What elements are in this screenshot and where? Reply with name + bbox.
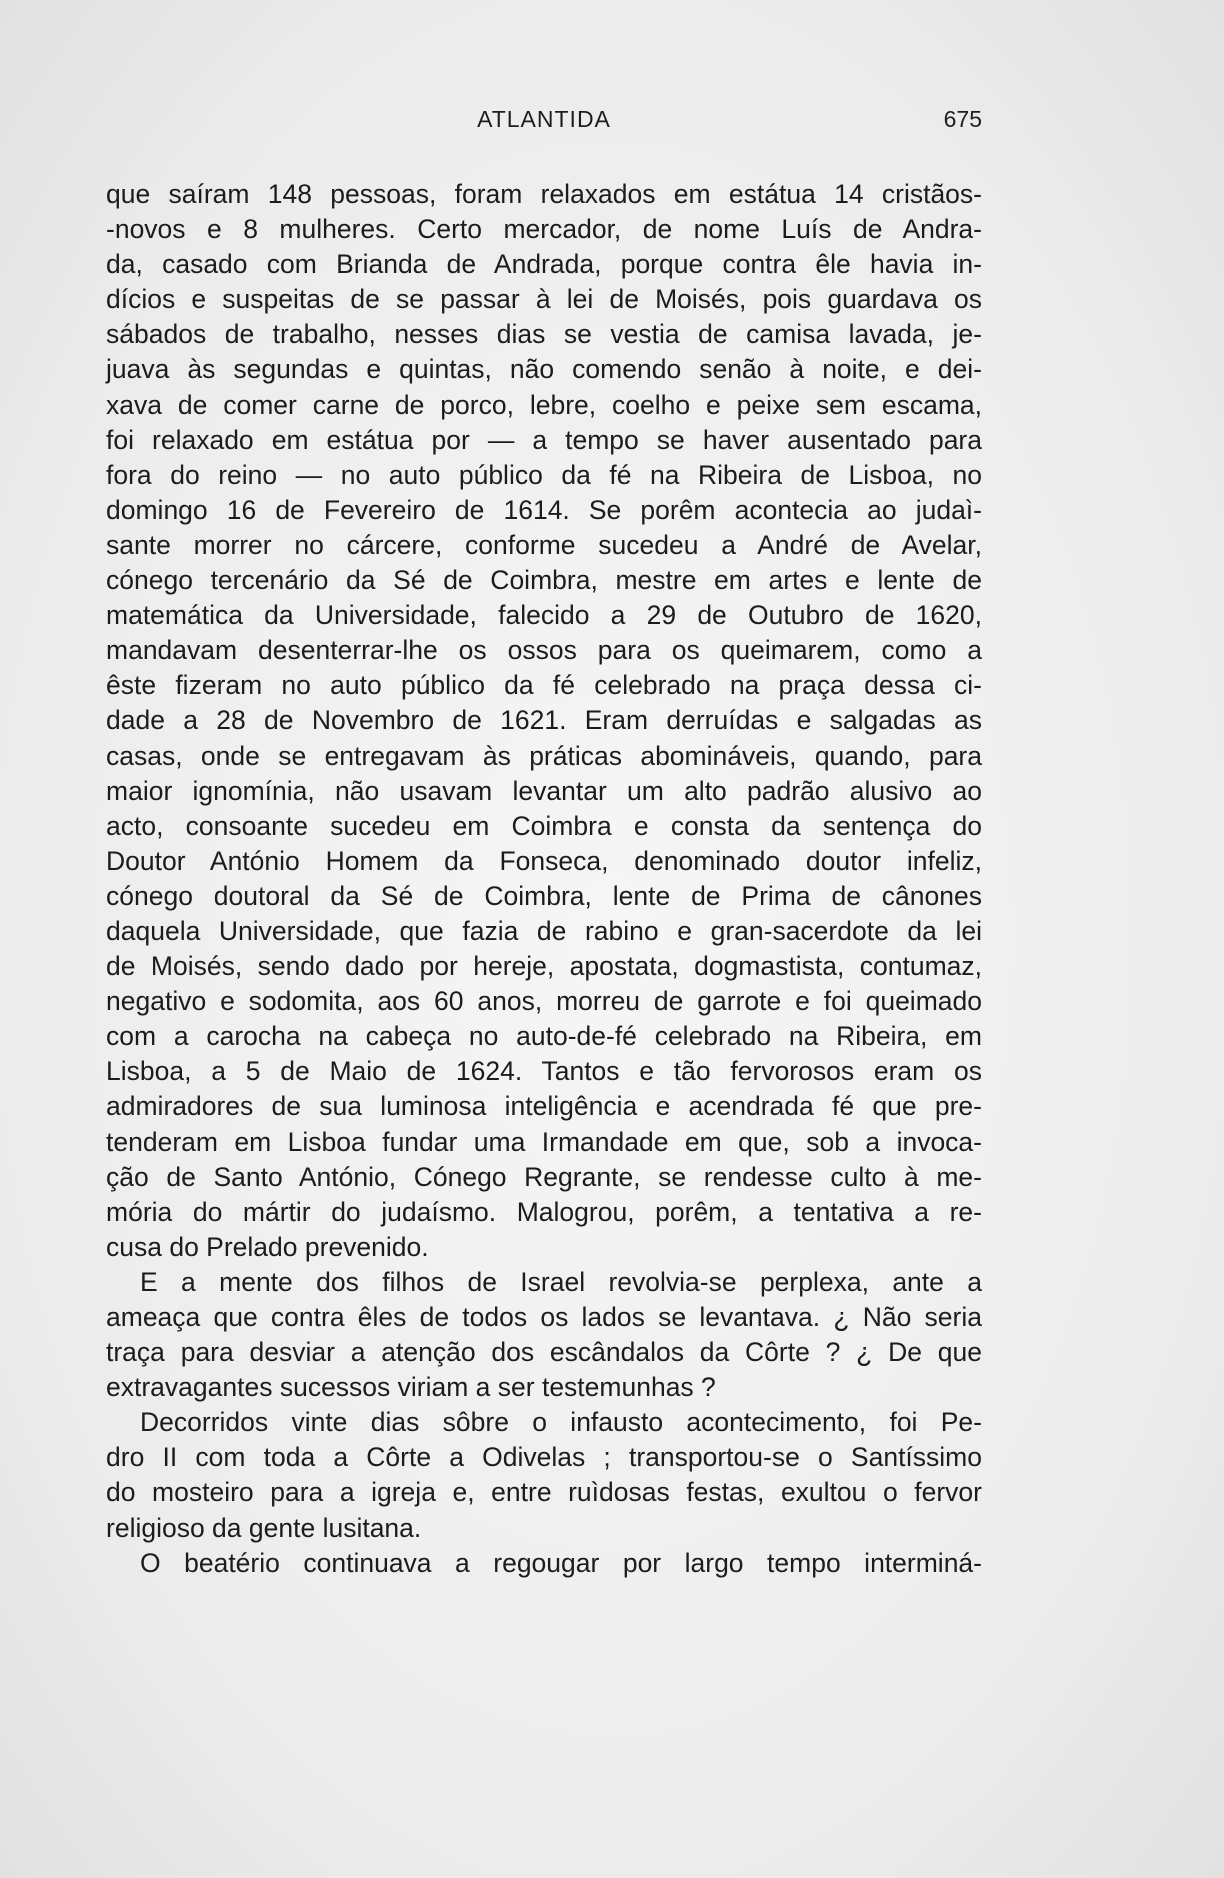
text-line: foi relaxado em estátua por — a tempo se haver ausentado para (106, 424, 982, 455)
text-line: maior ignomínia, não usavam levantar um alto padrão alusivo ao (106, 775, 982, 806)
text-line: cónego tercenário da Sé de Coimbra, mestre em artes e lente de (106, 565, 982, 596)
body-text (106, 177, 982, 1581)
text-line: Lisboa, a 5 de Maio de 1624. Tantos e tão fervorosos eram os (106, 1056, 982, 1087)
text-line: Doutor António Homem da Fonseca, denominado doutor infeliz, (106, 845, 982, 876)
text-line: -novos e 8 mulheres. Certo mercador, de nome Luís de Andra- (106, 214, 982, 245)
text-line: xava de comer carne de porco, lebre, coelho e peixe sem escama, (106, 389, 982, 420)
text-line: cónego doutoral da Sé de Coimbra, lente de Prima de cânones (106, 880, 982, 911)
text-line: ameaça que contra êles de todos os lados se levantava. ¿ Não seria (106, 1302, 982, 1332)
text-line: domingo 16 de Fevereiro de 1614. Se porêm acontecia ao judaì- (106, 494, 982, 525)
text-line: que saíram 148 pessoas, foram relaxados em estátua 14 cristãos- (106, 179, 982, 209)
text-line: mória do mártir do judaísmo. Malogrou, porêm, a tentativa a re- (106, 1196, 982, 1227)
text-line: tenderam em Lisboa fundar uma Irmandade em que, sob a invoca- (106, 1126, 982, 1157)
paragraph-start-line: O beatério continuava a regougar por largo tempo interminá- (140, 1547, 982, 1578)
text-line: acto, consoante sucedeu em Coimbra e consta da sentença do (106, 810, 982, 841)
text-line: juava às segundas e quintas, não comendo senão à noite, e dei- (106, 354, 982, 385)
text-line: traça para desviar a atenção dos escândalos da Côrte ? ¿ De que (106, 1337, 982, 1368)
running-title: ATLANTIDA (477, 106, 611, 132)
paragraph-end-line: religioso da gente lusitana. (106, 1512, 422, 1543)
page-header (106, 106, 982, 140)
text-line: ção de Santo António, Cónego Regrante, se rendesse culto à me- (106, 1161, 982, 1192)
text-line: sante morrer no cárcere, conforme sucedeu a André de Avelar, (106, 529, 982, 560)
paragraph-start-line: Decorridos vinte dias sôbre o infausto acontecimento, foi Pe- (140, 1407, 982, 1438)
paragraph-end-line: cusa do Prelado prevenido. (106, 1231, 429, 1262)
text-line: do mosteiro para a igreja e, entre ruìdosas festas, exultou o fervor (106, 1477, 982, 1508)
text-line: negativo e sodomita, aos 60 anos, morreu de garrote e foi queimado (106, 986, 982, 1017)
paragraph-end-line: extravagantes sucessos viriam a ser testemunhas ? (106, 1372, 716, 1403)
text-line: dade a 28 de Novembro de 1621. Eram derruídas e salgadas as (106, 705, 982, 736)
text-line: da, casado com Brianda de Andrada, porque contra êle havia in- (106, 249, 982, 280)
text-line: casas, onde se entregavam às práticas abomináveis, quando, para (106, 740, 982, 771)
text-line: mandavam desenterrar-lhe os ossos para os queimarem, como a (106, 635, 982, 666)
text-line: admiradores de sua luminosa inteligência e acendrada fé que pre- (106, 1091, 982, 1122)
text-line: sábados de trabalho, nesses dias se vestia de camisa lavada, je- (106, 319, 982, 350)
text-line: fora do reino — no auto público da fé na Ribeira de Lisboa, no (106, 459, 982, 490)
page-number: 675 (943, 106, 982, 132)
text-line: dro II com toda a Côrte a Odivelas ; transportou-se o Santíssimo (106, 1442, 982, 1473)
text-line: dícios e suspeitas de se passar à lei de Moisés, pois guardava os (106, 284, 982, 315)
text-line: matemática da Universidade, falecido a 29 de Outubro de 1620, (106, 600, 982, 631)
paragraph-start-line: E a mente dos filhos de Israel revolvia-se perplexa, ante a (140, 1266, 982, 1297)
text-line: êste fizeram no auto público da fé celebrado na praça dessa ci- (106, 670, 982, 701)
text-line: de Moisés, sendo dado por hereje, apostata, dogmastista, contumaz, (106, 951, 982, 982)
text-line: com a carocha na cabeça no auto-de-fé celebrado na Ribeira, em (106, 1021, 982, 1052)
text-line: daquela Universidade, que fazia de rabino e gran-sacerdote da lei (106, 915, 982, 946)
